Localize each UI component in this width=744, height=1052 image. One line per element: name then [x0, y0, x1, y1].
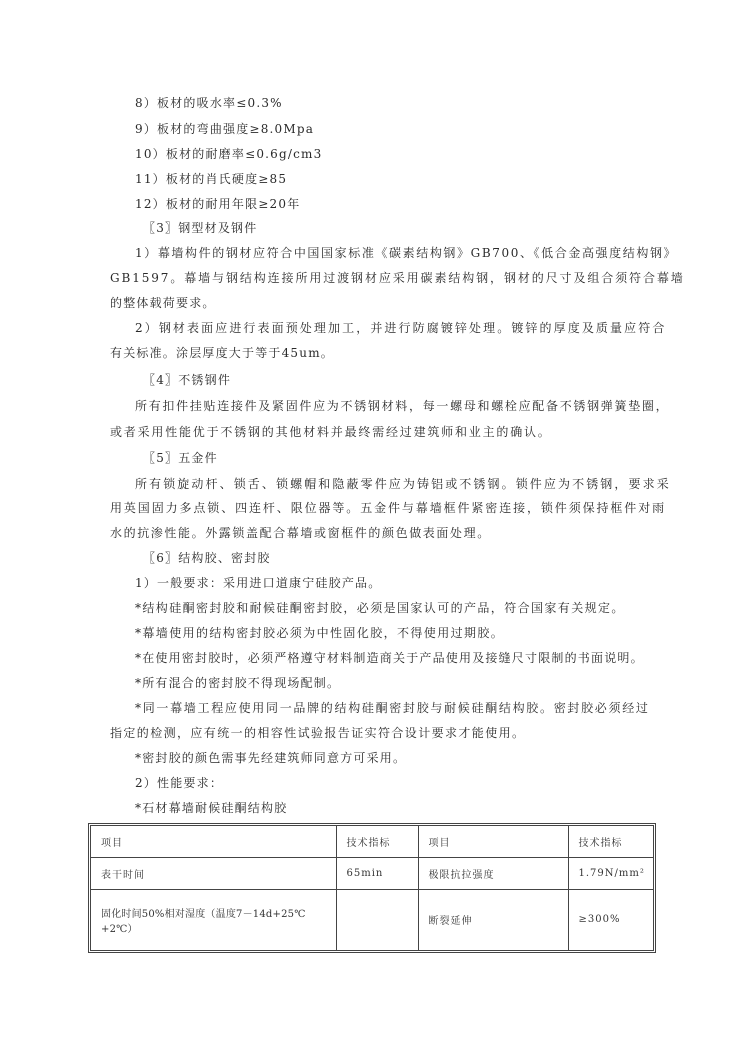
table-cell: 极限抗拉强度	[418, 857, 568, 889]
table-header-cell: 项目	[91, 826, 336, 857]
table-header-row	[91, 826, 653, 857]
table-row	[91, 857, 653, 889]
paragraph-line: 所有锁旋动杆、锁舌、锁螺帽和隐蔽零件应为铸铝或不锈钢。锁件应为不锈钢，要求采	[135, 477, 671, 491]
paragraph-line: 1）幕墙构件的钢材应符合中国国家标准《碳素结构钢》GB700、《低合金高强度结构钢》	[135, 246, 678, 260]
section-heading-3: 〖3〗钢型材及钢件	[143, 221, 258, 235]
table-header-cell: 技术指标	[336, 826, 418, 857]
paragraph-line: GB1597。幕墙与钢结构连接所用过渡钢材应采用碳素结构钢，钢材的尺寸及组合须符合幕墙	[110, 271, 685, 285]
paragraph-line: 所有扣件挂贴连接件及紧固件应为不锈钢材料，每一螺母和螺栓应配备不锈钢弹簧垫圈，	[135, 399, 670, 413]
table-cell	[336, 889, 418, 950]
table-header-cell: 项目	[418, 826, 568, 857]
paragraph-line: 2）钢材表面应进行表面预处理加工，并进行防腐镀锌处理。镀锌的厚度及质量应符合	[135, 321, 667, 335]
bullet-line: *结构硅酮密封胶和耐候硅酮密封胶，必须是国家认可的产品，符合国家有关规定。	[135, 601, 625, 615]
paragraph-line: 用英国固力多点锁、四连杆、限位器等。五金件与幕墙框件紧密连接，锁件须保持框件对雨	[110, 501, 667, 515]
paragraph-line: 有关标准。涂层厚度大于等于45um。	[110, 346, 334, 360]
table-cell: 1.79N/mm²	[568, 857, 653, 889]
spec-item-11: 11）板材的肖氏硬度≥85	[135, 172, 288, 186]
section-heading-4: 〖4〗不锈钢件	[143, 373, 232, 387]
paragraph-line: 或者采用性能优于不锈钢的其他材料并最终需经过建筑师和业主的确认。	[110, 425, 552, 439]
spec-item-9: 9）板材的弯曲强度≥8.0Mpa	[135, 122, 315, 136]
table-cell: 表干时间	[91, 857, 336, 889]
paragraph-line: 2）性能要求：	[135, 776, 224, 790]
bullet-line: *密封胶的颜色需事先经建筑师同意方可采用。	[135, 751, 407, 765]
paragraph-line: 指定的检测，应有统一的相容性试验报告证实符合设计要求才能使用。	[110, 726, 526, 740]
table-cell: 65min	[336, 857, 418, 889]
table-header-cell: 技术指标	[568, 826, 653, 857]
bullet-line: *幕墙使用的结构密封胶必须为中性固化胶，不得使用过期胶。	[135, 626, 505, 640]
spec-item-8: 8）板材的吸水率≤0.3%	[135, 96, 283, 110]
table-row	[91, 889, 653, 950]
section-heading-5: 〖5〗五金件	[143, 451, 218, 465]
bullet-line: *同一幕墙工程应使用同一品牌的结构硅酮密封胶与耐候硅酮结构胶。密封胶必须经过	[135, 701, 650, 715]
spec-item-10: 10）板材的耐磨率≤0.6g/cm3	[135, 147, 323, 161]
section-heading-6: 〖6〗结构胶、密封胶	[143, 551, 271, 565]
paragraph-line: 的整体载荷要求。	[110, 296, 216, 310]
table-cell: 断裂延伸	[418, 889, 568, 950]
spec-item-12: 12）板材的耐用年限≥20年	[135, 197, 301, 211]
bullet-line: *所有混合的密封胶不得现场配制。	[135, 676, 341, 690]
paragraph-line: 1）一般要求：采用进口道康宁硅胶产品。	[135, 576, 382, 590]
bullet-line: *石材幕墙耐候硅酮结构胶	[135, 801, 288, 815]
table-cell: 固化时间50%相对湿度（温度7－14d+25℃+2℃）	[91, 889, 336, 950]
bullet-line: *在使用密封胶时，必须严格遵守材料制造商关于产品使用及接缝尺寸限制的书面说明。	[135, 651, 644, 665]
sealant-spec-table	[88, 823, 656, 953]
paragraph-line: 水的抗渗性能。外露锁盖配合幕墙或窗框件的颜色做表面处理。	[110, 526, 491, 540]
table-cell: ≥300%	[568, 889, 653, 950]
